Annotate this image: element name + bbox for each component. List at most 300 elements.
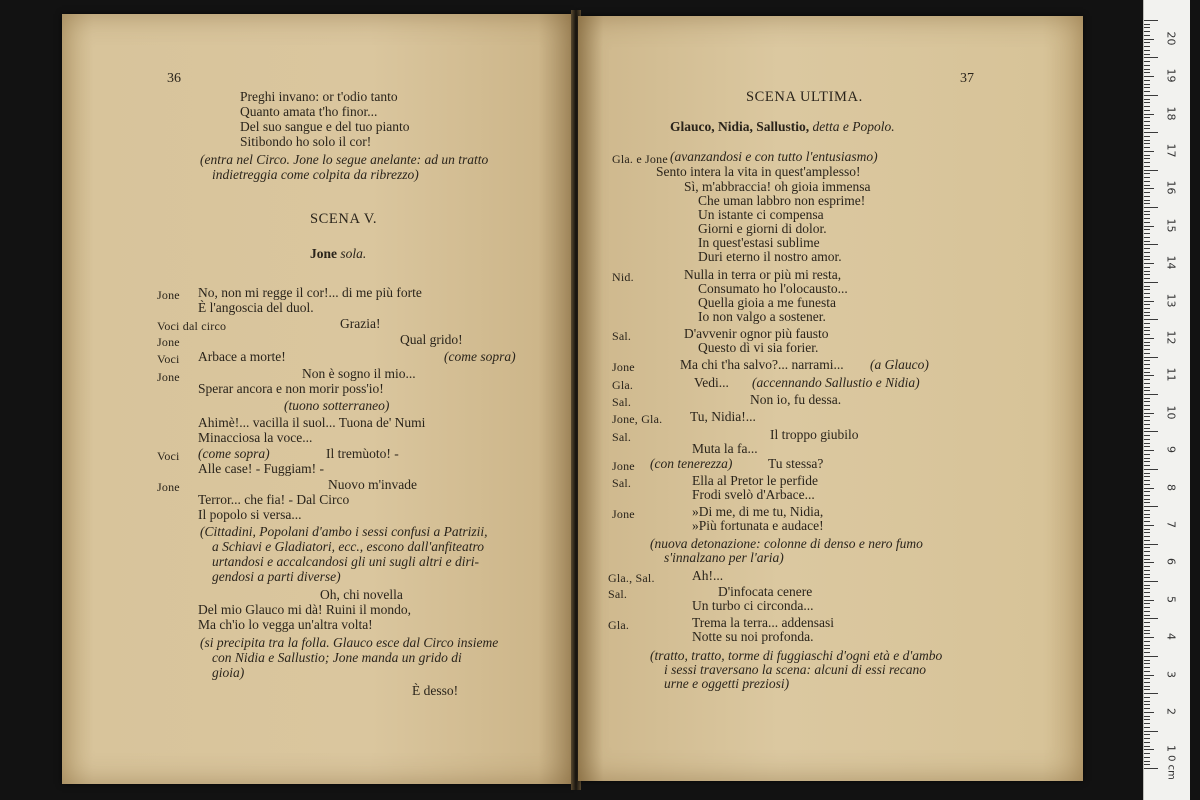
stage-direction: (nuova detonazione: colonne di denso e nero fumo — [650, 536, 923, 551]
ruler-tick — [1144, 488, 1154, 489]
dialogue-line: Un turbo ci circonda... — [692, 598, 814, 613]
ruler-tick — [1144, 454, 1150, 455]
ruler-tick — [1144, 570, 1150, 571]
ruler-tick — [1144, 121, 1150, 122]
ruler-tick — [1144, 95, 1158, 96]
dialogue-line: Sì, m'abbraccia! oh gioia immensa — [684, 179, 871, 194]
ruler-tick — [1144, 443, 1150, 444]
ruler-tick — [1144, 671, 1150, 672]
ruler-tick — [1144, 633, 1150, 634]
dialogue-line: Nulla in terra or più mi resta, — [684, 267, 842, 282]
cast-line — [670, 120, 895, 134]
ruler-tick — [1144, 39, 1154, 40]
ruler-tick — [1144, 592, 1150, 593]
ruler-tick — [1144, 368, 1150, 369]
dialogue-line: Un istante ci compensa — [698, 207, 824, 222]
ruler-tick — [1144, 607, 1150, 608]
ruler-number: 6 — [1164, 558, 1178, 566]
ruler-tick — [1144, 618, 1158, 619]
ruler-tick — [1144, 106, 1150, 107]
ruler-number: 16 — [1164, 180, 1178, 195]
speaker-label: Gla. e Jone — [612, 152, 668, 166]
ruler-tick — [1144, 566, 1150, 567]
ruler-tick — [1144, 551, 1150, 552]
stage-direction: (Cittadini, Popolani d'ambo i sessi confusi a Patrizii, — [200, 524, 488, 539]
ruler-tick — [1144, 390, 1150, 391]
ruler-tick — [1144, 99, 1150, 100]
cast-names: Glauco, Nidia, Sallustio, — [670, 119, 810, 134]
ruler-tick — [1144, 372, 1150, 373]
ruler-tick — [1144, 304, 1150, 305]
ruler-tick — [1144, 704, 1150, 705]
ruler-tick — [1144, 315, 1150, 316]
ruler-tick — [1144, 719, 1150, 720]
ruler-tick — [1144, 327, 1150, 328]
ruler-tick — [1144, 626, 1150, 627]
dialogue-line: Il popolo si versa... — [198, 507, 302, 522]
ruler-number: 19 — [1164, 68, 1178, 83]
ruler-tick — [1144, 764, 1150, 765]
ruler-tick — [1144, 330, 1150, 331]
ruler-tick — [1144, 562, 1154, 563]
ruler-tick — [1144, 559, 1150, 560]
ruler-number: 8 — [1164, 483, 1178, 491]
page-number: 37 — [960, 71, 974, 86]
speaker-label: Voci dal circo — [157, 319, 227, 333]
ruler-tick — [1144, 72, 1150, 73]
ruler-tick — [1144, 761, 1150, 762]
ruler-tick — [1144, 222, 1150, 223]
ruler-tick — [1144, 267, 1150, 268]
dialogue-line: In quest'estasi sublime — [698, 235, 820, 250]
ruler-tick — [1144, 547, 1150, 548]
verse-line: Sitibondo ho solo il cor! — [240, 134, 372, 149]
ruler-number: 15 — [1164, 218, 1178, 233]
ruler-tick — [1144, 188, 1154, 189]
ruler-tick — [1144, 424, 1150, 425]
ruler-tick — [1144, 461, 1150, 462]
ruler-tick — [1144, 211, 1150, 212]
ruler-tick — [1144, 686, 1150, 687]
ruler-tick — [1144, 282, 1158, 283]
dialogue-line: È l'angoscia del duol. — [198, 300, 314, 315]
ruler-tick — [1144, 24, 1150, 25]
verse-line: Oh, chi novella — [320, 587, 403, 602]
dialogue-line: Tu, Nidia!... — [690, 409, 756, 424]
ruler-tick — [1144, 529, 1150, 530]
speaker-label: Voci — [157, 449, 180, 463]
aside: (come sopra) — [198, 446, 270, 461]
verse-line: Quanto amata t'ho finor... — [240, 104, 378, 119]
stage-direction: (tuono sotterraneo) — [284, 398, 390, 413]
ruler-tick — [1144, 166, 1150, 167]
ruler-tick — [1144, 132, 1158, 133]
ruler-tick — [1144, 693, 1158, 694]
ruler-tick — [1144, 439, 1150, 440]
stage-direction: (entra nel Circo. Jone lo segue anelante: ad un tratto — [200, 152, 489, 167]
dialogue-line: Ella al Pretor le perfide — [692, 473, 818, 488]
ruler-tick — [1144, 27, 1150, 28]
ruler-tick — [1144, 20, 1158, 21]
ruler-tick — [1144, 91, 1150, 92]
ruler-tick — [1144, 151, 1154, 152]
dialogue-line: Vedi... — [694, 375, 729, 390]
speaker-label: Jone, Gla. — [612, 412, 663, 426]
ruler-tick — [1144, 682, 1150, 683]
ruler-tick — [1144, 521, 1150, 522]
ruler-tick — [1144, 641, 1150, 642]
ruler-tick — [1144, 413, 1154, 414]
dialogue-line: Notte su noi profonda. — [692, 629, 814, 644]
ruler-tick — [1144, 387, 1150, 388]
ruler-number: 10 — [1164, 405, 1178, 420]
ruler-number: 4 — [1164, 633, 1178, 641]
dialogue-line: Consumato ho l'olocausto... — [698, 281, 848, 296]
ruler-number: 7 — [1164, 520, 1178, 528]
ruler-tick — [1144, 630, 1150, 631]
ruler-tick — [1144, 656, 1158, 657]
ruler-tick — [1144, 420, 1150, 421]
ruler-tick — [1144, 87, 1150, 88]
dialogue-line: Nuovo m'invade — [328, 477, 418, 492]
dialogue-line: Grazia! — [340, 316, 381, 331]
ruler-number: 17 — [1164, 143, 1178, 158]
ruler-unit-label: 0 cm — [1165, 755, 1177, 780]
dialogue-line: Giorni e giorni di dolor. — [698, 221, 827, 236]
dialogue-line: Arbace a morte! — [198, 349, 286, 364]
dialogue-line: Alle case! - Fuggiam! - — [198, 461, 324, 476]
dialogue-line: Sento intera la vita in quest'amplesso! — [656, 164, 861, 179]
speaker-label: Jone — [612, 459, 635, 473]
aside: (a Glauco) — [870, 357, 929, 372]
dialogue-line: Non io, fu dessa. — [750, 392, 842, 407]
ruler-tick — [1144, 446, 1150, 447]
ruler-tick — [1144, 147, 1150, 148]
dialogue-line: Duri eterno il nostro amor. — [698, 249, 842, 264]
ruler-tick — [1144, 110, 1150, 111]
aside: (con tenerezza) — [650, 456, 733, 471]
ruler-tick — [1144, 749, 1154, 750]
ruler-tick — [1144, 450, 1154, 451]
ruler-tick — [1144, 431, 1158, 432]
ruler-number: 2 — [1164, 707, 1178, 715]
speaker-label: Gla., Sal. — [608, 571, 655, 585]
ruler-tick — [1144, 581, 1158, 582]
ruler-tick — [1144, 712, 1154, 713]
ruler-number: 1 — [1164, 745, 1178, 753]
stage-direction: (avanzandosi e con tutto l'entusiasmo) — [670, 149, 878, 164]
ruler-tick — [1144, 727, 1150, 728]
ruler-tick — [1144, 757, 1150, 758]
ruler-tick — [1144, 181, 1150, 182]
ruler-tick — [1144, 506, 1158, 507]
speaker-label: Gla. — [608, 618, 630, 632]
ruler-tick — [1144, 35, 1150, 36]
cast-note: detta e Popolo. — [812, 119, 895, 134]
ruler-tick — [1144, 200, 1150, 201]
speaker-label: Gla. — [612, 378, 634, 392]
dialogue-line: Sperar ancora e non morir poss'io! — [198, 381, 384, 396]
ruler-tick — [1144, 637, 1154, 638]
dialogue-line: Il tremùoto! - — [326, 446, 399, 461]
ruler-tick — [1144, 338, 1154, 339]
ruler-tick — [1144, 544, 1158, 545]
ruler-tick — [1144, 214, 1150, 215]
stage-direction: a Schiavi e Gladiatori, ecc., escono dall'anfiteatro — [212, 539, 484, 554]
ruler-tick — [1144, 125, 1150, 126]
speaker-label: Jone — [157, 480, 180, 494]
ruler-tick — [1144, 495, 1150, 496]
speaker-label: Jone — [157, 335, 180, 349]
dialogue-line: È desso! — [412, 683, 459, 698]
ruler-tick — [1144, 502, 1150, 503]
verse-line: Ma ch'io lo vegga un'altra volta! — [198, 617, 373, 632]
ruler-number: 9 — [1164, 446, 1178, 454]
ruler-tick — [1144, 678, 1150, 679]
ruler-tick — [1144, 345, 1150, 346]
ruler-tick — [1144, 588, 1150, 589]
ruler-number: 11 — [1164, 367, 1178, 382]
stage-direction: indietreggia come colpita da ribrezzo) — [212, 167, 419, 182]
ruler-tick — [1144, 615, 1150, 616]
ruler-tick — [1144, 648, 1150, 649]
ruler-tick — [1144, 409, 1150, 410]
ruler-tick — [1144, 353, 1150, 354]
dialogue-line: Non è sogno il mio... — [302, 366, 416, 381]
ruler-tick — [1144, 312, 1150, 313]
aside: (come sopra) — [444, 349, 516, 364]
ruler-tick — [1144, 394, 1158, 395]
dialogue-line: Frodi svelò d'Arbace... — [692, 487, 815, 502]
speaker-label: Jone — [157, 288, 180, 302]
speaker-label: Voci — [157, 352, 180, 366]
ruler-tick — [1144, 289, 1150, 290]
ruler-tick — [1144, 76, 1154, 77]
cast-note: sola. — [340, 246, 367, 261]
ruler-tick — [1144, 484, 1150, 485]
stage-direction: (tratto, tratto, torme di fuggiaschi d'ogni età e d'ambo — [650, 648, 943, 663]
ruler-tick — [1144, 80, 1150, 81]
ruler-tick — [1144, 375, 1154, 376]
ruler-tick — [1144, 768, 1158, 769]
verse-line: Del suo sangue e del tuo pianto — [240, 119, 410, 134]
ruler-tick — [1144, 259, 1150, 260]
ruler-tick — [1144, 469, 1158, 470]
ruler-tick — [1144, 192, 1150, 193]
ruler-tick — [1144, 136, 1150, 137]
speaker-label: Sal. — [612, 430, 632, 444]
speaker-label: Sal. — [612, 395, 632, 409]
speaker-label: Jone — [157, 370, 180, 384]
ruler-tick — [1144, 398, 1150, 399]
scene-title: SCENA V. — [310, 211, 378, 227]
ruler-tick — [1144, 675, 1154, 676]
ruler-tick — [1144, 252, 1150, 253]
ruler-number: 12 — [1164, 330, 1178, 345]
stage-direction: urne e oggetti preziosi) — [664, 676, 790, 691]
dialogue-line: Che uman labbro non esprime! — [698, 193, 866, 208]
stage-direction: s'innalzano per l'aria) — [664, 550, 784, 565]
ruler-tick — [1144, 514, 1150, 515]
ruler-tick — [1144, 42, 1150, 43]
ruler-tick — [1144, 237, 1150, 238]
ruler-tick — [1144, 226, 1154, 227]
ruler-tick — [1144, 278, 1150, 279]
ruler-tick — [1144, 308, 1150, 309]
ruler-tick — [1144, 349, 1150, 350]
ruler-tick — [1144, 140, 1150, 141]
ruler-tick — [1144, 319, 1158, 320]
ruler-tick — [1144, 660, 1150, 661]
ruler-tick — [1144, 84, 1150, 85]
ruler-number: 3 — [1164, 670, 1178, 678]
ruler-tick — [1144, 46, 1150, 47]
ruler-tick — [1144, 701, 1150, 702]
dialogue-line: Ahimè!... vacilla il suol... Tuona de' Numi — [198, 415, 426, 430]
ruler-tick — [1144, 248, 1150, 249]
ruler-tick — [1144, 233, 1150, 234]
ruler-tick — [1144, 555, 1150, 556]
ruler-tick — [1144, 540, 1150, 541]
ruler-tick — [1144, 360, 1150, 361]
ruler-tick — [1144, 458, 1150, 459]
ruler-tick — [1144, 742, 1150, 743]
ruler-tick — [1144, 342, 1150, 343]
ruler-tick — [1144, 428, 1150, 429]
speaker-label: Sal. — [612, 476, 632, 490]
scene-title: SCENA ULTIMA. — [746, 89, 863, 105]
right-page — [578, 16, 1083, 781]
dialogue-line: »Di me, di me tu, Nidia, — [692, 504, 824, 519]
dialogue-line: Muta la fa... — [692, 441, 758, 456]
ruler-tick — [1144, 697, 1150, 698]
page-number: 36 — [167, 71, 181, 86]
ruler-tick — [1144, 405, 1150, 406]
ruler-tick — [1144, 491, 1150, 492]
ruler-tick — [1144, 525, 1154, 526]
ruler-tick — [1144, 256, 1150, 257]
ruler-tick — [1144, 102, 1150, 103]
aside: (accennando Sallustio e Nidia) — [752, 375, 920, 390]
ruler-tick — [1144, 323, 1150, 324]
stage-direction: gendosi a parti diverse) — [212, 569, 341, 584]
ruler-tick — [1144, 158, 1150, 159]
dialogue-line: Trema la terra... addensasi — [692, 615, 834, 630]
ruler-tick — [1144, 117, 1150, 118]
dialogue-line: Qual grido! — [400, 332, 463, 347]
dialogue-line: Minacciosa la voce... — [198, 430, 313, 445]
ruler-tick — [1144, 738, 1150, 739]
ruler-tick — [1144, 31, 1150, 32]
ruler-tick — [1144, 536, 1150, 537]
ruler-tick — [1144, 297, 1150, 298]
ruler-tick — [1144, 244, 1158, 245]
ruler-tick — [1144, 271, 1150, 272]
ruler-tick — [1144, 196, 1150, 197]
cast-line — [310, 247, 366, 261]
speaker-label: Sal. — [612, 329, 632, 343]
ruler-tick — [1144, 293, 1150, 294]
verse-line: Preghi invano: or t'odio tanto — [240, 89, 398, 104]
speaker-label: Jone — [612, 507, 635, 521]
ruler-tick — [1144, 663, 1150, 664]
ruler-tick — [1144, 731, 1158, 732]
ruler-tick — [1144, 301, 1154, 302]
dialogue-line: Ah!... — [692, 568, 724, 583]
ruler-tick — [1144, 286, 1150, 287]
ruler-tick — [1144, 480, 1150, 481]
dialogue-line: Quella gioia a me funesta — [698, 295, 836, 310]
ruler-tick — [1144, 517, 1150, 518]
ruler-tick — [1144, 499, 1150, 500]
speaker-label: Nid. — [612, 270, 634, 284]
ruler-tick — [1144, 143, 1150, 144]
ruler-tick — [1144, 57, 1158, 58]
ruler-tick — [1144, 473, 1150, 474]
ruler-tick — [1144, 263, 1154, 264]
ruler-tick — [1144, 716, 1150, 717]
ruler-tick — [1144, 218, 1150, 219]
ruler-tick — [1144, 416, 1150, 417]
dialogue-line: Terror... che fia! - Dal Circo — [198, 492, 350, 507]
ruler-tick — [1144, 155, 1150, 156]
ruler-tick — [1144, 667, 1150, 668]
ruler-tick — [1144, 173, 1150, 174]
ruler-tick — [1144, 603, 1150, 604]
ruler-tick — [1144, 203, 1150, 204]
ruler-tick — [1144, 708, 1150, 709]
ruler-tick — [1144, 274, 1150, 275]
speaker-label: Sal. — [608, 587, 628, 601]
dialogue-line: Ma chi t'ha salvo?... narrami... — [680, 357, 844, 372]
ruler-tick — [1144, 723, 1150, 724]
ruler-tick — [1144, 645, 1150, 646]
dialogue-line: D'infocata cenere — [718, 584, 813, 599]
ruler-tick — [1144, 622, 1150, 623]
ruler-tick — [1144, 185, 1150, 186]
cast-name: Jone — [310, 246, 337, 261]
dialogue-line: »Più fortunata e audace! — [692, 518, 824, 533]
ruler-tick — [1144, 54, 1150, 55]
ruler-tick — [1144, 753, 1150, 754]
ruler-tick — [1144, 383, 1150, 384]
ruler-tick — [1144, 600, 1154, 601]
measurement-ruler — [1143, 0, 1190, 800]
ruler-tick — [1144, 689, 1150, 690]
stage-direction: urtandosi e accalcandosi gli uni sugli altri e diri- — [212, 554, 479, 569]
ruler-tick — [1144, 379, 1150, 380]
ruler-tick — [1144, 334, 1150, 335]
ruler-tick — [1144, 177, 1150, 178]
dialogue-line: Io non valgo a sostener. — [698, 309, 826, 324]
ruler-tick — [1144, 128, 1150, 129]
ruler-tick — [1144, 532, 1150, 533]
ruler-number: 5 — [1164, 595, 1178, 603]
ruler-tick — [1144, 114, 1154, 115]
ruler-tick — [1144, 241, 1150, 242]
ruler-tick — [1144, 435, 1150, 436]
ruler-tick — [1144, 510, 1150, 511]
ruler-number: 18 — [1164, 106, 1178, 120]
stage-direction: gioia) — [212, 665, 245, 680]
ruler-tick — [1144, 170, 1158, 171]
ruler-tick — [1144, 611, 1150, 612]
ruler-tick — [1144, 574, 1150, 575]
dialogue-line: Questo dì vi sia forier. — [698, 340, 819, 355]
ruler-tick — [1144, 577, 1150, 578]
ruler-tick — [1144, 746, 1150, 747]
ruler-tick — [1144, 596, 1150, 597]
